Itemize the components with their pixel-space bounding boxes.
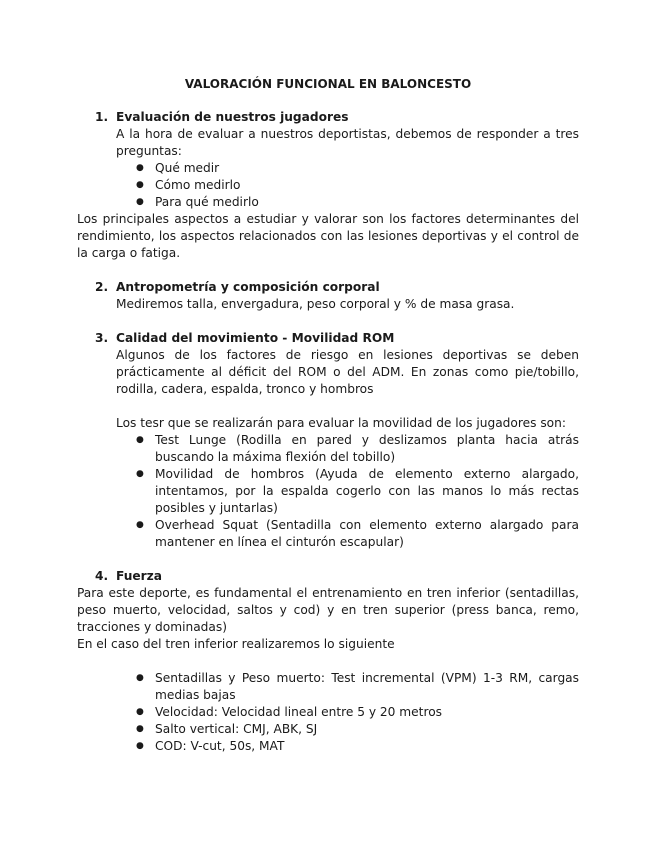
section-paragraph: Los principales aspectos a estudiar y valorar son los factores determinantes del rendimiento, los aspectos relacionados con las lesiones deportivas y el control de la carga o fatiga. (77, 212, 579, 260)
section-number: 2. (95, 280, 109, 294)
section-paragraph: Algunos de los factores de riesgo en lesiones deportivas se deben prácticamente al déficit del ROM o del ADM. En zonas como pie/tobillo, rodilla, cadera, espalda, tronco y hombros (116, 348, 579, 396)
section-heading (77, 279, 579, 296)
bullet-list (77, 432, 579, 551)
list-item: ● Movilidad de hombros (Ayuda de elemento externo alargado, intentamos, por la espalda cogerlo con las manos lo más rectas posibles y juntarlas) (155, 466, 579, 517)
section-title: Antropometría y composición corporal (116, 280, 380, 294)
section-paragraph: Mediremos talla, envergadura, peso corporal y % de masa grasa. (116, 297, 515, 311)
list-item: ● Qué medir (155, 160, 579, 177)
section-paragraph: Para este deporte, es fundamental el entrenamiento en tren inferior (sentadillas, peso muerto, velocidad, saltos y cod) y en tren superior (press banca, remo, tracciones y dominadas) (77, 586, 579, 634)
spacer (77, 313, 579, 330)
section-number: 1. (95, 110, 109, 124)
section-title: Calidad del movimiento - Movilidad ROM (116, 331, 395, 345)
document-title: VALORACIÓN FUNCIONAL EN BALONCESTO (184, 77, 472, 91)
list-item: ● Overhead Squat (Sentadilla con elemento externo alargado para mantener en línea el cinturón escapular) (155, 517, 579, 551)
section-paragraph: En el caso del tren inferior realizaremos lo siguiente (77, 637, 395, 651)
spacer (77, 551, 579, 568)
section-heading (77, 109, 579, 126)
list-item: ● Salto vertical: CMJ, ABK, SJ (155, 721, 579, 738)
section-heading (77, 330, 579, 347)
section-number: 3. (95, 331, 109, 345)
spacer (77, 653, 579, 670)
section-title: Fuerza (116, 569, 162, 583)
spacer (77, 398, 579, 415)
section-title: Evaluación de nuestros jugadores (116, 110, 349, 124)
bullet-list (77, 160, 579, 211)
spacer (77, 262, 579, 279)
list-item: ● Para qué medirlo (155, 194, 579, 211)
section-heading (77, 568, 579, 585)
section-evaluacion (77, 109, 579, 262)
section-paragraph: Los tesr que se realizarán para evaluar la movilidad de los jugadores son: (116, 416, 566, 430)
section-paragraph: A la hora de evaluar a nuestros deportistas, debemos de responder a tres preguntas: (116, 127, 579, 158)
list-item: ● Sentadillas y Peso muerto: Test incremental (VPM) 1-3 RM, cargas medias bajas (155, 670, 579, 704)
bullet-list (77, 670, 579, 755)
section-fuerza (77, 568, 579, 755)
list-item: ● COD: V-cut, 50s, MAT (155, 738, 579, 755)
list-item: ● Test Lunge (Rodilla en pared y deslizamos planta hacia atrás buscando la máxima flexión del tobillo) (155, 432, 579, 466)
list-item: ● Velocidad: Velocidad lineal entre 5 y 20 metros (155, 704, 579, 721)
list-item: ● Cómo medirlo (155, 177, 579, 194)
section-antropometria (77, 279, 579, 313)
section-movilidad (77, 330, 579, 551)
section-number: 4. (95, 569, 109, 583)
